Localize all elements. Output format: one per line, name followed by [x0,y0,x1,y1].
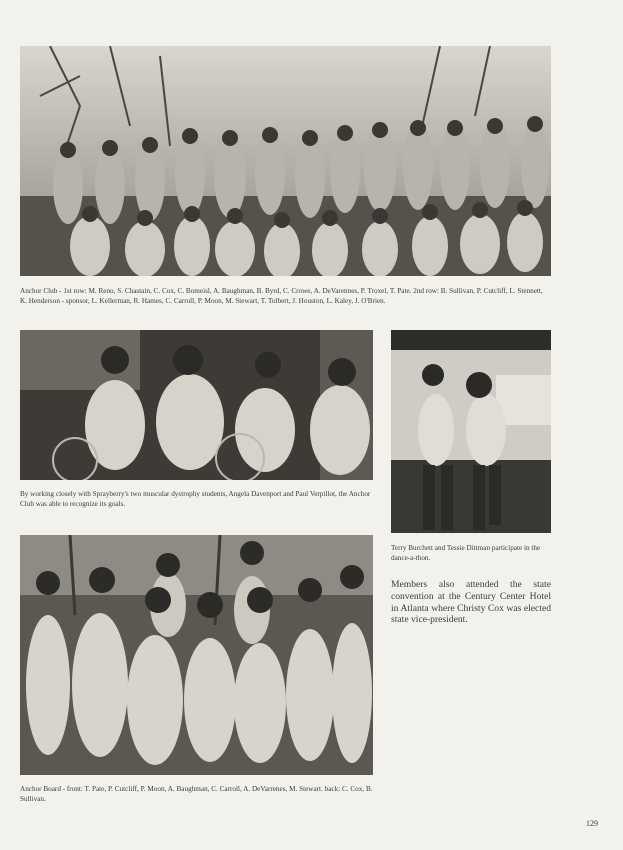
page-number: 129 [586,819,598,828]
dance-a-thon-caption: Terry Burchett and Tessie Dittman participate in the dance-a-thon. [391,544,541,562]
anchor-club-caption: Anchor Club - 1st row: M. Reno, S. Chastain, C. Cox, C. Bomeisl, A. Baughman, B. Byrd, C. Crowe, A. DeVarennes, P. Troxel, T. Pate. 2nd row: B. Sullivan, P. Cutcliff, L. Stennett, K. Henderson - sponsor, L. Kellerman, R. Hames, C. Carroll, P. Moon, M. Stewart, T. Tolbert, J. Houston, L. Kaley, J. O'Brien. [20,287,543,305]
anchor-club-group-photo [20,46,551,276]
muscular-dystrophy-photo [20,330,373,480]
convention-paragraph: Members also attended the state convention at the Century Center Hotel in Atlanta where Christy Cox was elected state vice-president. [391,579,551,626]
anchor-board-group-photo [20,535,373,775]
anchor-board-caption: Anchor Board - front: T. Pate, P. Cutcliff, P. Moon, A. Baughman, C. Carroll, A. DeVarrenes, M. Stewart. back: C. Cox, B. Sullivan. [20,785,373,803]
dance-a-thon-photo [391,330,551,533]
muscular-dystrophy-caption: By working closely with Sprayberry's two muscular dystrophy students, Angela Davenport and Paul Verpillot, the Anchor Club was able to recognize its goals. [20,490,371,508]
